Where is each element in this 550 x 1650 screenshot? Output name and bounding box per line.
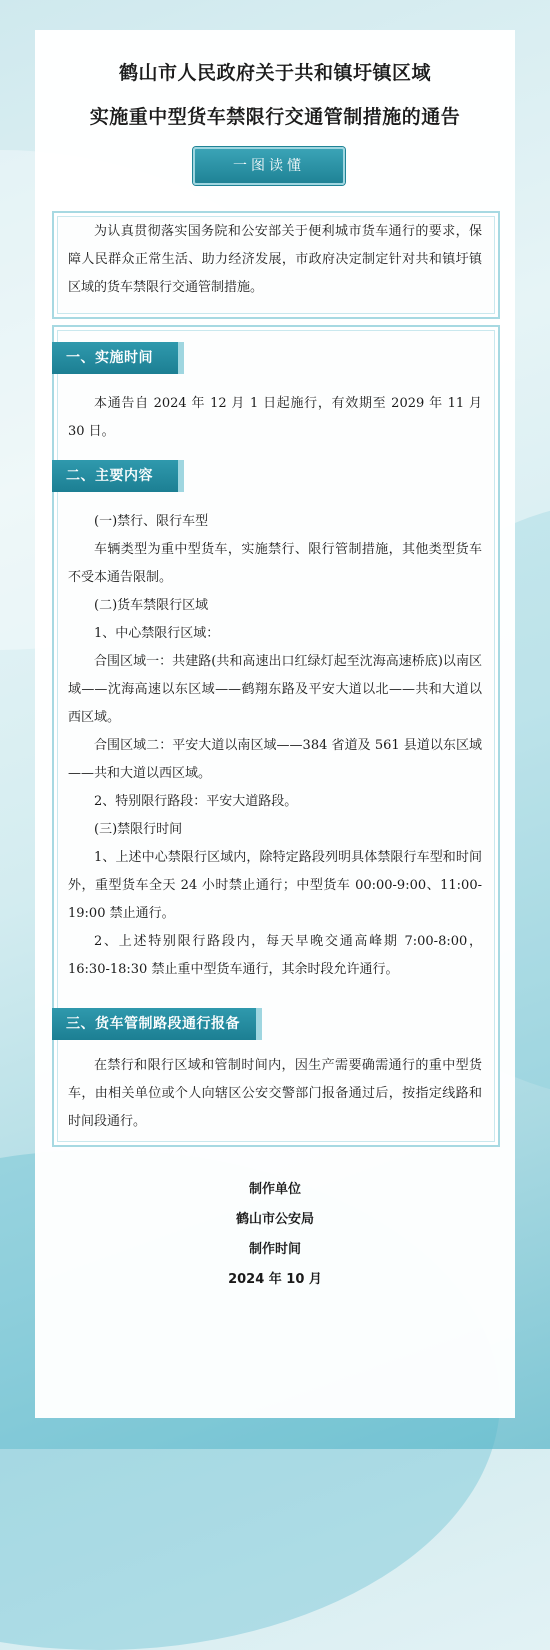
- time-rule-1: 1、上述中心禁限行区域内，除特定路段列明具体禁限行车型和时间外，重型货车全天 24 小时禁止通行；中型货车 00:00-9:00、11:00-19:00 禁止通行。: [68, 850, 482, 921]
- special-road-item: 2、特别限行路段：平安大道路段。: [94, 794, 298, 809]
- center-area-item: 1、中心禁限行区域：: [94, 626, 220, 641]
- time-rule-2: 2、上述特别限行路段内，每天早晚交通高峰期 7:00-8:00，16:30-18:30 禁止重中型货车通行，其余时段允许通行。: [68, 934, 482, 977]
- producer-name: 鹤山市公安局: [235, 1212, 314, 1227]
- notice-paper: [35, 30, 515, 1418]
- producer-label: 制作单位: [248, 1182, 301, 1197]
- subheading-restricted-area: (二)货车禁限行区域: [94, 598, 209, 613]
- subheading-vehicle-types: (一)禁行、限行车型: [94, 514, 209, 529]
- area-one-text: 合围区域一：共建路(共和高速出口红绿灯起至沈海高速桥底)以南区域——沈海高速以东区域——鹤翔东路及平安大道以北——共和大道以西区域。: [68, 654, 482, 725]
- title-line-1: 鹤山市人民政府关于共和镇圩镇区域: [118, 62, 431, 84]
- area-two-text: 合围区域二：平安大道以南区域——384 省道及 561 县道以东区域——共和大道以西区域。: [68, 738, 482, 781]
- vehicle-types-text: 车辆类型为重中型货车，实施禁行、限行管制措施，其他类型货车不受本通告限制。: [68, 542, 482, 585]
- section-1-text: 本通告自 2024 年 12 月 1 日起施行，有效期至 2029 年 11 月 30 日。: [68, 396, 482, 439]
- date-label: 制作时间: [248, 1242, 301, 1257]
- one-chart-badge: 一图读懂: [193, 147, 345, 185]
- production-date: 2024 年 10 月: [228, 1272, 322, 1287]
- section-3-heading: 三、货车管制路段通行报备: [52, 1008, 256, 1040]
- title-line-2: 实施重中型货车禁限行交通管制措施的通告: [89, 106, 461, 128]
- subheading-restricted-time: (三)禁限行时间: [94, 822, 183, 837]
- section-2-heading: 二、主要内容: [52, 460, 178, 492]
- intro-text: 为认真贯彻落实国务院和公安部关于便利城市货车通行的要求，保障人民群众正常生活、助力经济发展，市政府决定制定针对共和镇圩镇区域的货车禁限行交通管制措施。: [68, 224, 482, 295]
- section-1-heading: 一、实施时间: [52, 342, 178, 374]
- section-3-text: 在禁行和限行区域和管制时间内，因生产需要确需通行的重中型货车，由相关单位或个人向辖区公安交警部门报备通过后，按指定线路和时间段通行。: [68, 1058, 482, 1129]
